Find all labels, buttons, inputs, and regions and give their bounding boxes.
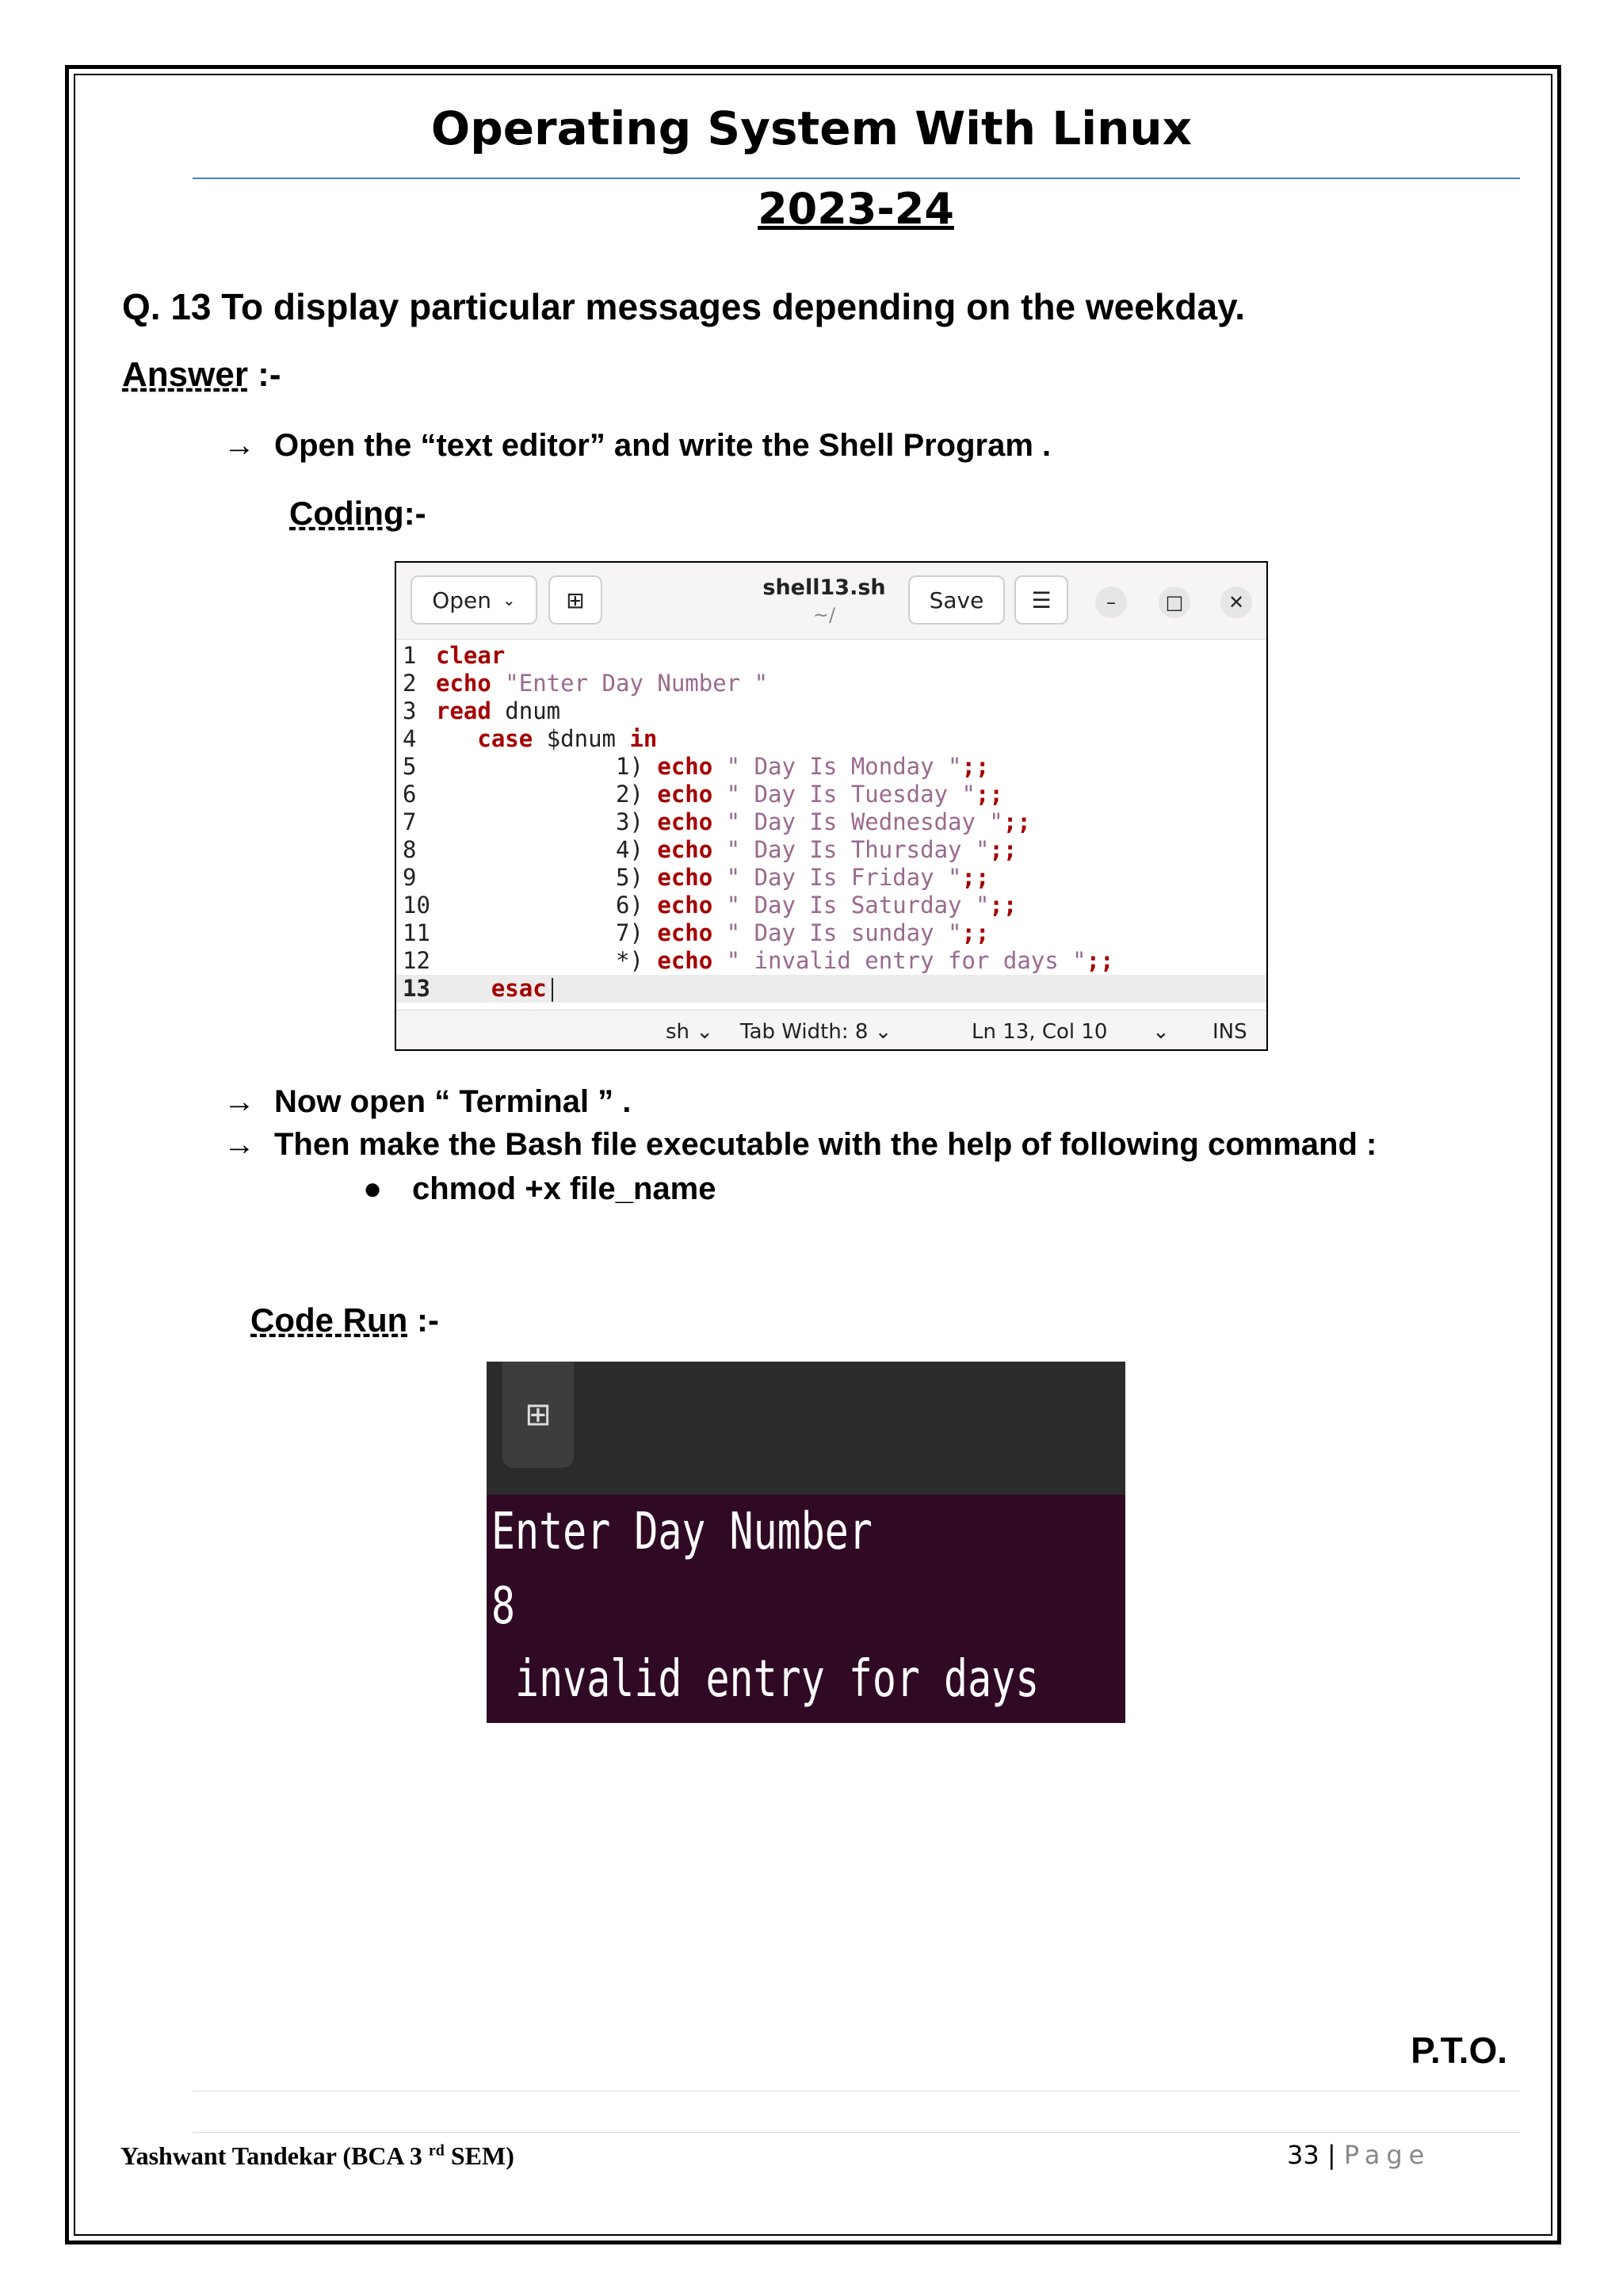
code-token: echo bbox=[657, 892, 713, 919]
new-tab-icon: ⊞ bbox=[525, 1396, 552, 1433]
language-selector[interactable] bbox=[666, 1020, 713, 1044]
page-num: 33 bbox=[1287, 2140, 1319, 2170]
coding-word: Coding bbox=[289, 495, 404, 532]
chevron-down-icon: ⌄ bbox=[1152, 1020, 1170, 1044]
code-token: " Day Is Friday " bbox=[712, 864, 962, 891]
editor-headerbar bbox=[396, 563, 1266, 640]
code-token: 3) bbox=[615, 808, 658, 835]
code-text bbox=[436, 836, 1017, 864]
line-number: 5 bbox=[403, 753, 417, 780]
chevron-down-icon: ⌄ bbox=[696, 1020, 714, 1044]
code-token: 2) bbox=[615, 781, 658, 808]
code-line bbox=[396, 975, 1266, 1003]
code-line bbox=[396, 642, 1266, 670]
code-text bbox=[436, 864, 989, 892]
chevron-down-icon: ⌄ bbox=[874, 1020, 892, 1044]
code-token: " Day Is Saturday " bbox=[712, 892, 990, 919]
code-token: ;; bbox=[961, 753, 990, 780]
code-token: read bbox=[436, 697, 491, 724]
editor-statusbar bbox=[396, 1010, 1266, 1051]
line-number: 6 bbox=[403, 781, 417, 808]
minimize-icon: – bbox=[1106, 591, 1116, 613]
footer-author bbox=[120, 2141, 514, 2171]
code-line bbox=[396, 725, 1266, 753]
code-token: 6) bbox=[615, 892, 658, 919]
code-token: ;; bbox=[989, 836, 1018, 863]
code-line bbox=[396, 836, 1266, 864]
code-line bbox=[396, 781, 1266, 808]
answer-suffix: :- bbox=[247, 355, 281, 394]
step-text: Now open “ Terminal ” . bbox=[274, 1084, 632, 1119]
code-token: in bbox=[629, 725, 658, 752]
code-token: 5) bbox=[615, 864, 658, 891]
code-token bbox=[436, 864, 616, 891]
tab-width-label: Tab Width: 8 bbox=[740, 1020, 869, 1044]
header-divider bbox=[193, 178, 1520, 179]
coding-label bbox=[289, 495, 426, 533]
code-token bbox=[436, 725, 477, 752]
code-token: echo bbox=[657, 947, 713, 974]
maximize-icon: □ bbox=[1165, 591, 1184, 613]
code-token bbox=[436, 781, 616, 808]
code-text bbox=[436, 808, 1031, 836]
maximize-button[interactable] bbox=[1159, 586, 1190, 618]
code-text bbox=[436, 670, 768, 697]
close-icon: ✕ bbox=[1228, 591, 1245, 613]
code-token: echo bbox=[436, 670, 491, 697]
step-make-executable bbox=[223, 1127, 1377, 1163]
minimize-button[interactable] bbox=[1095, 586, 1127, 618]
bullet-icon: ● bbox=[363, 1171, 383, 1206]
code-text bbox=[436, 975, 553, 1003]
code-token: dnum bbox=[491, 697, 561, 724]
terminal-line: invalid entry for days bbox=[491, 1650, 1040, 1709]
step-text: Then make the Bash file executable with the help of following command : bbox=[274, 1127, 1377, 1162]
code-run-suffix: :- bbox=[407, 1301, 439, 1339]
line-number: 3 bbox=[403, 697, 417, 724]
author-end: SEM) bbox=[444, 2141, 514, 2170]
code-token bbox=[436, 919, 616, 946]
code-area[interactable] bbox=[396, 639, 1266, 1002]
line-number: 7 bbox=[403, 808, 417, 835]
chevron-down-icon: ⌄ bbox=[502, 590, 516, 609]
save-button[interactable]: Save bbox=[908, 575, 1005, 625]
line-number: 8 bbox=[403, 836, 417, 863]
code-token: esac bbox=[491, 975, 547, 1002]
code-token: echo bbox=[657, 864, 713, 891]
code-text bbox=[436, 919, 989, 947]
step-open-editor bbox=[223, 428, 1051, 464]
page-number bbox=[1287, 2140, 1430, 2170]
code-line bbox=[396, 864, 1266, 892]
code-line bbox=[396, 670, 1266, 697]
position-dropdown[interactable] bbox=[1152, 1020, 1170, 1044]
code-text bbox=[436, 697, 560, 725]
code-line bbox=[396, 808, 1266, 836]
code-token: " invalid entry for days " bbox=[712, 947, 1086, 974]
code-token: echo bbox=[657, 781, 713, 808]
code-run-word: Code Run bbox=[250, 1301, 408, 1339]
code-line bbox=[396, 697, 1266, 725]
terminal-output[interactable] bbox=[487, 1495, 1125, 1723]
code-token: 7) bbox=[615, 919, 658, 946]
code-token: ;; bbox=[961, 864, 990, 891]
step-text: Open the “text editor” and write the Shell Program . bbox=[274, 428, 1052, 463]
code-token: 1) bbox=[615, 753, 658, 780]
code-token bbox=[436, 753, 616, 780]
code-line bbox=[396, 947, 1266, 975]
code-token bbox=[436, 808, 616, 835]
code-text bbox=[436, 947, 1114, 975]
code-token: 4) bbox=[615, 836, 658, 863]
insert-mode[interactable]: INS bbox=[1212, 1020, 1247, 1044]
code-text bbox=[436, 725, 657, 753]
code-text bbox=[436, 781, 1003, 808]
footer-divider bbox=[193, 2132, 1520, 2133]
answer-label bbox=[122, 355, 281, 395]
question-heading: Q. 13 To display particular messages depending on the weekday. bbox=[122, 286, 1246, 327]
code-token: clear bbox=[436, 642, 506, 669]
command-bullet bbox=[363, 1171, 716, 1207]
code-token: echo bbox=[657, 808, 713, 835]
terminal-window bbox=[487, 1362, 1125, 1723]
code-token: case bbox=[477, 725, 533, 752]
menu-button[interactable] bbox=[1014, 575, 1068, 625]
open-button[interactable] bbox=[411, 575, 537, 625]
code-token: $dnum bbox=[533, 725, 630, 752]
code-token: ;; bbox=[989, 892, 1018, 919]
tab-width-selector[interactable] bbox=[740, 1020, 892, 1044]
code-token bbox=[436, 892, 616, 919]
text-cursor bbox=[552, 978, 553, 1002]
terminal-headerbar bbox=[487, 1362, 1125, 1495]
command-text: chmod +x file_name bbox=[412, 1171, 716, 1206]
code-token: ;; bbox=[975, 781, 1003, 808]
code-run-label bbox=[250, 1301, 439, 1339]
terminal-line: Enter Day Number bbox=[491, 1503, 873, 1561]
line-number: 12 bbox=[403, 947, 430, 974]
language-label: sh bbox=[666, 1020, 690, 1044]
new-tab-button[interactable] bbox=[548, 575, 602, 625]
pto-note: P.T.O. bbox=[1411, 2030, 1507, 2071]
new-tab-icon: ⊞ bbox=[566, 586, 585, 613]
code-token: ;; bbox=[1002, 808, 1031, 835]
code-token bbox=[436, 947, 616, 974]
text-editor-window bbox=[395, 561, 1268, 1051]
code-line bbox=[396, 919, 1266, 947]
open-label: Open bbox=[432, 586, 492, 613]
terminal-new-tab-button[interactable] bbox=[502, 1362, 574, 1468]
hamburger-icon: ☰ bbox=[1031, 586, 1052, 613]
author-sup: rd bbox=[428, 2141, 445, 2160]
line-number: 1 bbox=[403, 642, 417, 669]
code-token bbox=[436, 836, 616, 863]
author-text: Yashwant Tandekar (BCA 3 bbox=[120, 2141, 429, 2170]
code-token: echo bbox=[657, 836, 713, 863]
document-path: ~/ bbox=[812, 604, 836, 626]
code-line bbox=[396, 753, 1266, 781]
coding-suffix: :- bbox=[403, 495, 426, 532]
code-token: " Day Is Wednesday " bbox=[712, 808, 1003, 835]
page-year: 2023-24 bbox=[758, 184, 954, 234]
code-line bbox=[396, 892, 1266, 919]
line-number: 2 bbox=[403, 670, 417, 697]
code-token: " Day Is sunday " bbox=[712, 919, 962, 946]
code-token: echo bbox=[657, 919, 713, 946]
page-title: Operating System With Linux bbox=[430, 101, 1193, 155]
code-token: echo bbox=[657, 753, 713, 780]
code-token bbox=[436, 975, 491, 1002]
code-text bbox=[436, 892, 1017, 919]
code-token: " Day Is Monday " bbox=[712, 753, 962, 780]
close-button[interactable] bbox=[1220, 586, 1252, 618]
code-token: *) bbox=[615, 947, 658, 974]
line-number: 4 bbox=[403, 725, 417, 752]
code-token: "Enter Day Number " bbox=[491, 670, 769, 697]
arrow-icon: → bbox=[223, 1127, 255, 1162]
code-text bbox=[436, 753, 989, 781]
line-number: 10 bbox=[403, 892, 430, 919]
arrow-icon: → bbox=[223, 428, 255, 463]
code-token: " Day Is Tuesday " bbox=[712, 781, 976, 808]
cursor-position: Ln 13, Col 10 bbox=[972, 1020, 1108, 1044]
page-word: Page bbox=[1343, 2140, 1431, 2170]
code-token: ;; bbox=[961, 919, 990, 946]
line-number: 9 bbox=[403, 864, 417, 891]
footer-divider bbox=[193, 2091, 1520, 2092]
line-number: 13 bbox=[403, 975, 430, 1002]
code-token: " Day Is Thursday " bbox=[712, 836, 990, 863]
terminal-line: 8 bbox=[491, 1577, 516, 1636]
step-open-terminal bbox=[223, 1084, 631, 1120]
document-title: shell13.sh bbox=[762, 575, 886, 600]
code-text bbox=[436, 642, 505, 670]
answer-word: Answer bbox=[122, 355, 248, 394]
page-separator: | bbox=[1319, 2140, 1344, 2170]
line-number: 11 bbox=[403, 919, 430, 946]
code-token: ;; bbox=[1086, 947, 1114, 974]
arrow-icon: → bbox=[223, 1084, 255, 1119]
